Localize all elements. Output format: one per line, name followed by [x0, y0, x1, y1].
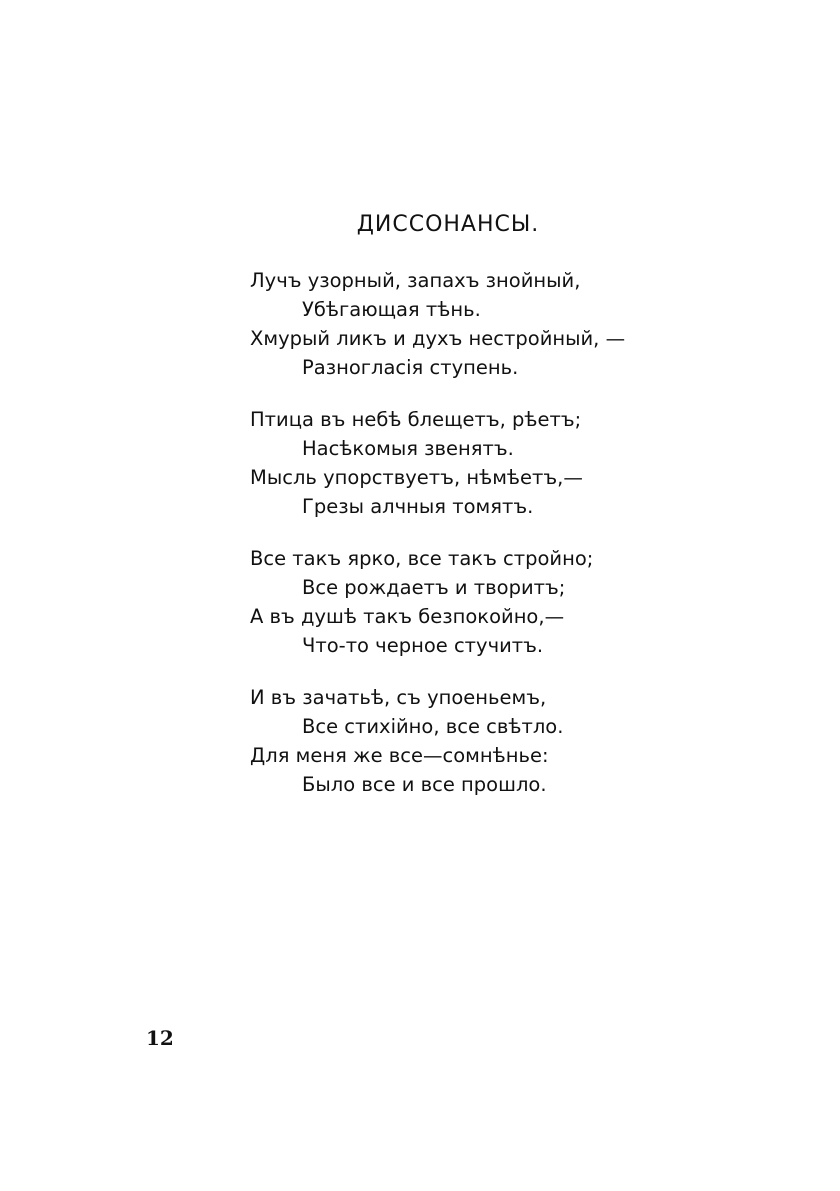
stanza-2: [250, 405, 770, 521]
page-number: 12: [146, 1026, 174, 1050]
poem-line: Убѣгающая тѣнь.: [302, 298, 481, 321]
poem-line: Все стихійно, все свѣтло.: [302, 715, 564, 738]
poem-line: А въ душѣ такъ безпокойно,—: [250, 605, 565, 628]
poem-line: Грезы алчныя томятъ.: [302, 495, 534, 518]
poem-line: Все рождаетъ и творитъ;: [302, 576, 566, 599]
stanza-1: [250, 266, 770, 382]
poem-line: Разногласія ступень.: [302, 356, 519, 379]
stanza-4: [250, 683, 770, 799]
poem-line: И въ зачатьѣ, съ упоеньемъ,: [250, 686, 547, 709]
poem-line: Хмурый ликъ и духъ нестройный, —: [250, 327, 626, 350]
poem-line: Мысль упорствуетъ, нѣмѣетъ,—: [250, 466, 583, 489]
poem-line: Все такъ ярко, все такъ стройно;: [250, 547, 594, 570]
poem-line: Для меня же все—сомнѣнье:: [250, 744, 549, 767]
stanza-3: [250, 544, 770, 660]
poem-line: Птица въ небѣ блещетъ, рѣетъ;: [250, 408, 582, 431]
poem-line: Насѣкомыя звенятъ.: [302, 437, 514, 460]
poem-line: Было все и все прошло.: [302, 773, 547, 796]
poem-title: ДИССОНАНСЫ.: [356, 212, 540, 237]
poem-line: Что-то черное стучитъ.: [302, 634, 544, 657]
poem-line: Лучъ узорный, запахъ знойный,: [250, 269, 581, 292]
